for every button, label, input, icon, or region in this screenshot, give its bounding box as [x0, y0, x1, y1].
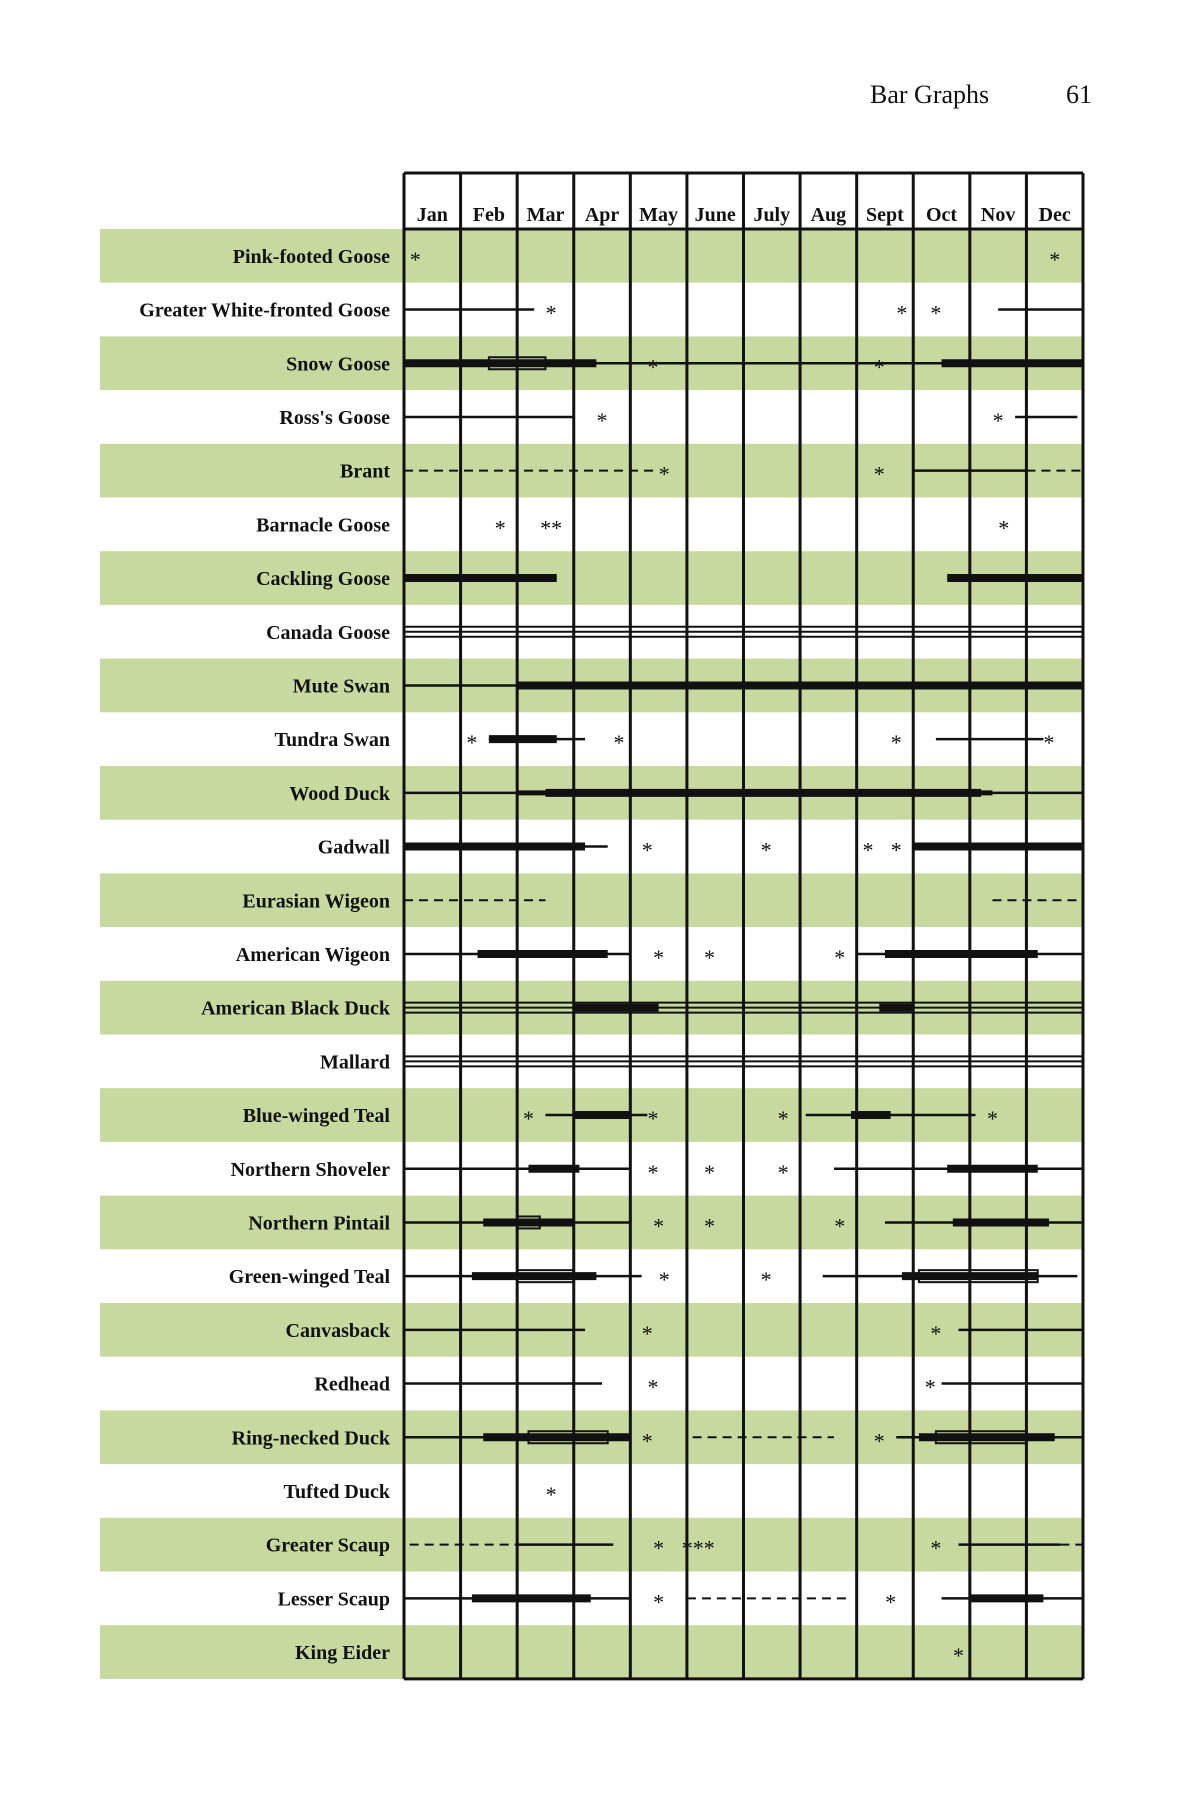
month-label: Mar [526, 204, 565, 226]
month-label: Apr [584, 204, 620, 226]
record-asterisk: * [885, 1589, 897, 1615]
month-label: July [753, 204, 791, 226]
record-asterisk: * [1049, 246, 1061, 272]
record-asterisk: ** [540, 515, 563, 541]
species-label: Mallard [320, 1051, 390, 1074]
record-asterisk: * [494, 515, 506, 541]
record-asterisk: * [873, 1428, 885, 1454]
month-label: Nov [980, 204, 1016, 226]
record-asterisk: * [930, 1320, 942, 1346]
row-band [100, 551, 1083, 605]
record-asterisk: * [992, 407, 1004, 433]
species-label: American Wigeon [235, 943, 390, 966]
species-label: Green-winged Teal [228, 1266, 390, 1289]
record-asterisk: * [953, 1643, 965, 1669]
species-label: King Eider [294, 1642, 390, 1665]
record-asterisk: * [613, 730, 625, 756]
record-asterisk: * [924, 1374, 936, 1400]
page-number: 61 [1066, 80, 1092, 109]
record-asterisk: * [466, 730, 478, 756]
month-label: Feb [472, 204, 505, 226]
record-asterisk: * [777, 1106, 789, 1132]
record-asterisk: * [862, 837, 874, 863]
record-asterisk: * [653, 944, 665, 970]
species-label: Pink-footed Goose [232, 245, 390, 268]
record-asterisk: * [896, 300, 908, 326]
record-asterisk: * [409, 246, 421, 272]
record-asterisk: * [653, 1213, 665, 1239]
record-asterisk: * [545, 300, 557, 326]
species-label: Canvasback [285, 1319, 390, 1342]
record-asterisk: * [653, 1589, 665, 1615]
record-asterisk: * [647, 1374, 659, 1400]
record-asterisk: * [647, 1106, 659, 1132]
record-asterisk: * [998, 515, 1010, 541]
record-asterisk: * [522, 1106, 534, 1132]
record-asterisk: * [596, 407, 608, 433]
species-label: Brant [340, 460, 390, 483]
record-asterisk: * [834, 944, 846, 970]
record-asterisk: * [986, 1106, 998, 1132]
running-head-title: Bar Graphs [870, 80, 990, 109]
species-label: Tufted Duck [283, 1480, 390, 1503]
record-asterisk: * [647, 1159, 659, 1185]
record-asterisk: * [890, 837, 902, 863]
species-label: Lesser Scaup [277, 1588, 390, 1611]
record-asterisk: * [890, 730, 902, 756]
species-label: Greater White-fronted Goose [139, 299, 390, 322]
record-asterisk: * [704, 944, 716, 970]
species-label: Wood Duck [289, 782, 390, 805]
species-label: Mute Swan [292, 675, 390, 698]
species-label: Greater Scaup [265, 1534, 390, 1557]
record-asterisk: * [658, 461, 670, 487]
record-asterisk: * [641, 1428, 653, 1454]
month-label: Oct [925, 204, 958, 226]
month-label: June [694, 204, 736, 226]
record-asterisk: * [653, 1535, 665, 1561]
record-asterisk: * [760, 1267, 772, 1293]
month-label: May [639, 204, 679, 226]
species-label: Ross's Goose [279, 406, 390, 429]
record-asterisk: * [641, 1320, 653, 1346]
species-label: Blue-winged Teal [242, 1105, 390, 1128]
record-asterisk: * [777, 1159, 789, 1185]
record-asterisk: * [760, 837, 772, 863]
record-asterisk: * [873, 461, 885, 487]
species-label: Barnacle Goose [256, 514, 390, 537]
species-label: Redhead [314, 1373, 390, 1396]
month-label: Jan [416, 204, 448, 226]
row-band [100, 1625, 1083, 1679]
species-label: Ring-necked Duck [231, 1427, 390, 1450]
record-asterisk: * [873, 354, 885, 380]
record-asterisk: * [641, 837, 653, 863]
species-label: American Black Duck [201, 997, 390, 1020]
month-label: Dec [1038, 204, 1071, 226]
species-label: Canada Goose [266, 621, 390, 644]
record-asterisk: *** [681, 1535, 715, 1561]
month-label: Sept [866, 204, 904, 226]
record-asterisk: * [658, 1267, 670, 1293]
species-label: Snow Goose [286, 353, 390, 376]
species-label: Northern Pintail [248, 1212, 390, 1235]
record-asterisk: * [704, 1159, 716, 1185]
species-label: Eurasian Wigeon [242, 890, 390, 913]
record-asterisk: * [834, 1213, 846, 1239]
species-label: Cackling Goose [256, 568, 390, 591]
record-asterisk: * [930, 1535, 942, 1561]
record-asterisk: * [545, 1481, 557, 1507]
record-asterisk: * [1043, 730, 1055, 756]
record-asterisk: * [704, 1213, 716, 1239]
species-label: Northern Shoveler [230, 1158, 390, 1181]
month-label: Aug [810, 204, 847, 226]
record-asterisk: * [647, 354, 659, 380]
species-label: Tundra Swan [274, 729, 390, 752]
species-label: Gadwall [317, 836, 390, 859]
record-asterisk: * [930, 300, 942, 326]
